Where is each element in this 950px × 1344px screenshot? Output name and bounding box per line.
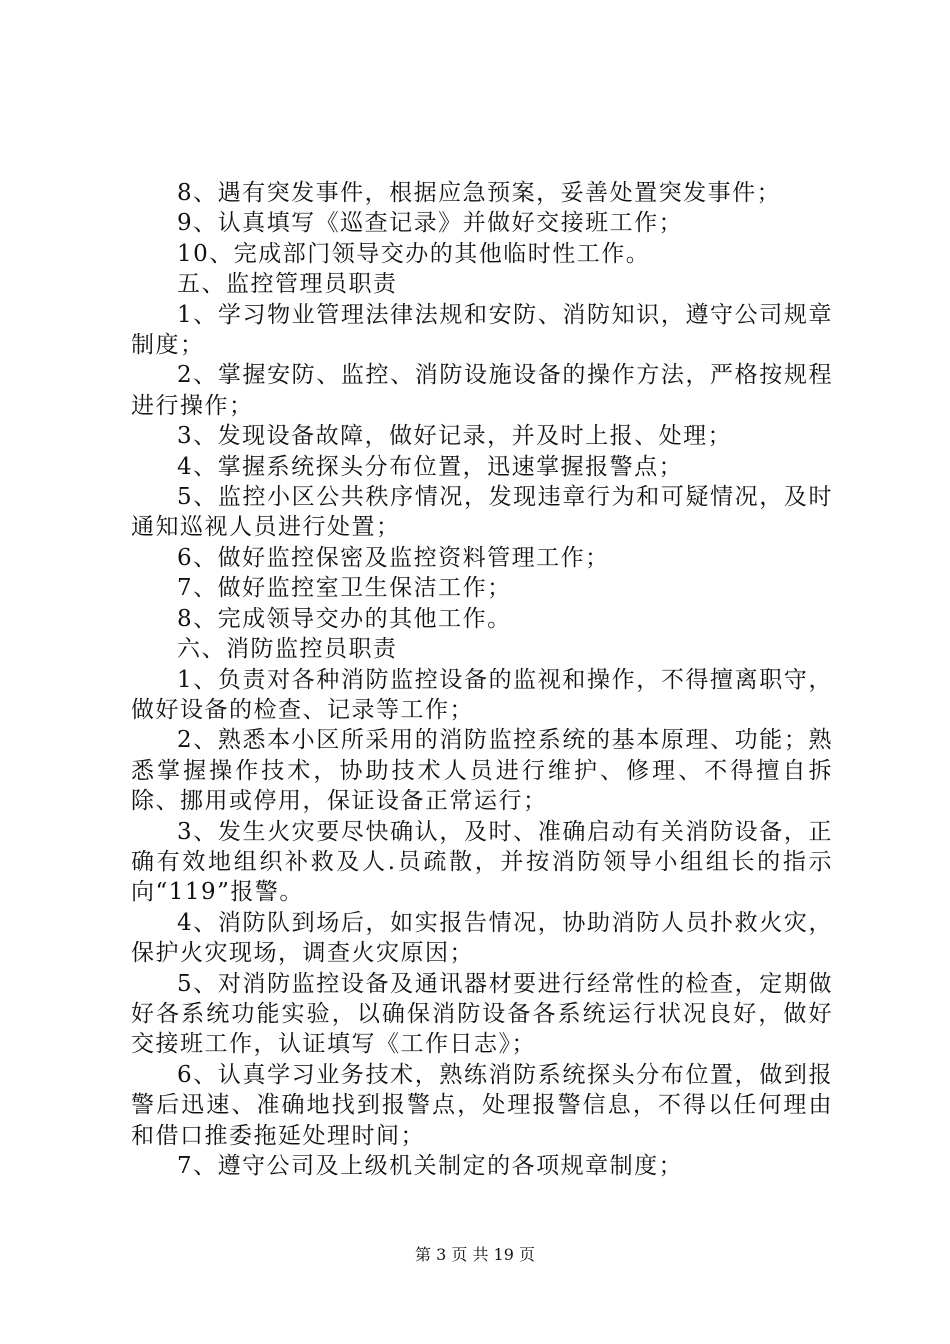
paragraph: 7、做好监控室卫生保洁工作； [177,575,512,602]
page-number-footer: 第 3 页 共 19 页 [415,1245,535,1264]
paragraph: 6、认真学习业务技术，熟练消防系统探头分布位置，做到报警后迅速、准确地找到报警点，处理报警信息，不得以任何理由和借口推委拖延处理时间； [131,1061,833,1149]
paragraph: 5、监控小区公共秩序情况，发现违章行为和可疑情况，及时通知巡视人员进行处置； [131,484,833,541]
paragraph: 2、熟悉本小区所采用的消防监控系统的基本原理、功能；熟悉掌握操作技术，协助技术人员进行维护、修理、不得擅自拆除、挪用或停用，保证设备正常运行； [131,727,833,815]
paragraph: 8、完成领导交办的其他工作。 [177,605,512,632]
paragraph: 10、完成部门领导交办的其他临时性工作。 [177,240,651,267]
paragraph: 8、遇有突发事件，根据应急预案，妥善处置突发事件； [177,180,782,206]
paragraph: 3、发生火灾要尽快确认，及时、准确启动有关消防设备，正确有效地组织补救及人.员疏散，并按消防领导小组组长的指示向“119”报警。 [131,818,833,906]
document-body [131,178,833,1181]
paragraph: 6、做好监控保密及监控资料管理工作； [177,544,610,571]
paragraph: 4、消防队到场后，如实报告情况，协助消防人员扑救火灾，保护火灾现场，调查火灾原因； [131,909,833,967]
paragraph: 5、对消防监控设备及通讯器材要进行经常性的检查，定期做好各系统功能实验，以确保消防设备各系统运行状况良好，做好交接班工作，认证填写《工作日志》； [131,970,833,1058]
paragraph: 4、掌握系统探头分布位置，迅速掌握报警点； [177,453,684,480]
section-heading: 五、监控管理员职责 [177,271,398,298]
paragraph: 2、掌握安防、监控、消防设施设备的操作方法，严格按规程进行操作； [131,362,833,419]
paragraph: 7、遵守公司及上级机关制定的各项规章制度； [177,1153,684,1179]
paragraph: 1、负责对各种消防监控设备的监视和操作，不得擅离职守，做好设备的检查、记录等工作； [131,666,833,723]
section-heading: 六、消防监控员职责 [177,636,398,663]
paragraph: 3、发现设备故障，做好记录，并及时上报、处理； [177,423,733,450]
paragraph: 1、学习物业管理法律法规和安防、消防知识，遵守公司规章制度； [131,301,833,359]
paragraph: 9、认真填写《巡查记录》并做好交接班工作； [177,210,684,237]
